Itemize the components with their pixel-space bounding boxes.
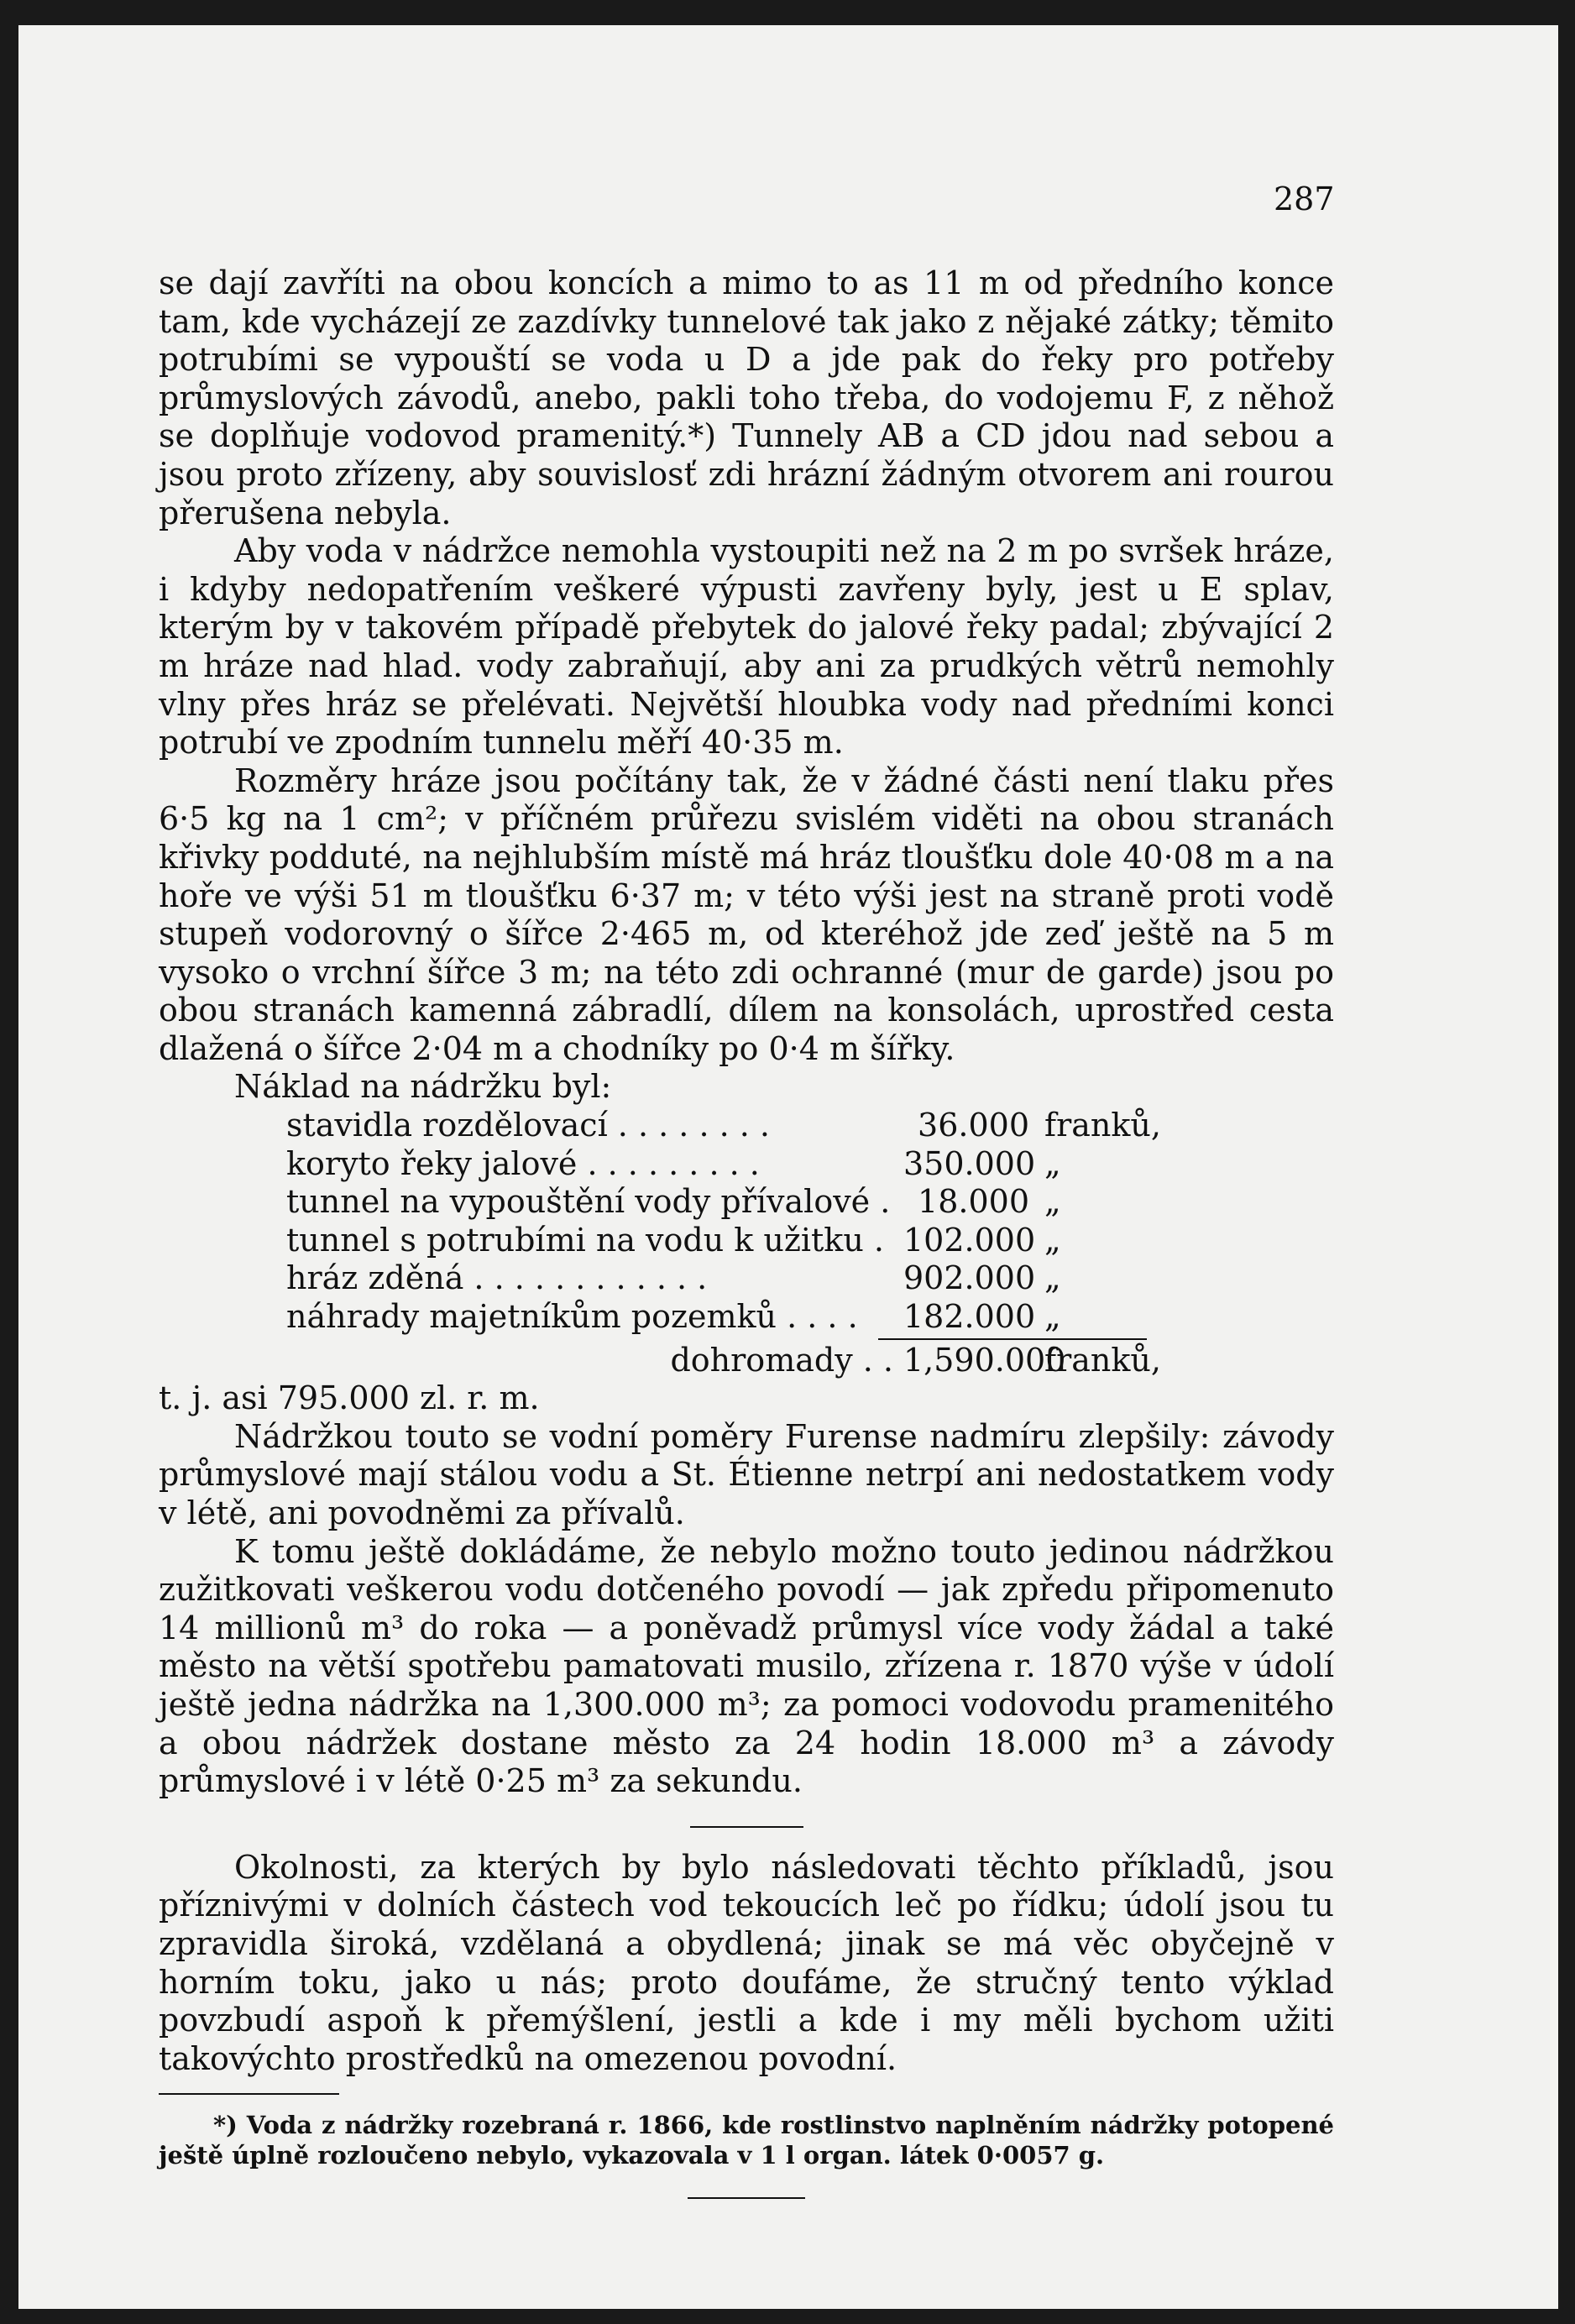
cost-unit: „ (1044, 1259, 1061, 1297)
cost-row (286, 1145, 1336, 1184)
book-page (18, 25, 1558, 2309)
cost-unit: „ (1044, 1144, 1061, 1182)
cost-row (286, 1222, 1336, 1260)
cost-label: tunnel na vypouštění vody přívalové . (286, 1183, 891, 1221)
page-number: 287 (1274, 181, 1335, 217)
end-rule (688, 2197, 805, 2199)
total-amount: 1,590.000 (903, 1341, 1066, 1379)
cost-row (286, 1107, 1336, 1145)
cost-amount: 102.000 (903, 1221, 1036, 1259)
ledger-intro: Náklad na nádržku byl: (234, 1068, 612, 1106)
paragraph: K tomu ještě dokládáme, že nebylo možno touto jedinou nádržkou zužitkovati veškerou vodu dotčeného povodí — jak zpředu připomenuto 14 millionů m³ do roka — a poněvadž průmysl více vody žádal a také město na větší spotřebu pamatovati musilo, zřízena r. 1870 výše v údolí ještě jedna nádržka na 1,300.000 m³; za pomoci vodovodu pramenitého a obou nádržek dostane město za 24 hodin 18.000 m³ a závody průmyslové i v létě 0·25 m³ za sekundu. (159, 1532, 1334, 1800)
cost-row (286, 1259, 1336, 1298)
paragraph: Okolnosti, za kterých by bylo následovati těchto příkladů, jsou příznivými v dolních částech vod tekoucích leč po řídku; údolí jsou tu zpravidla široká, vzdělaná a obydlená; jinak se má věc obyčejně v horním toku, jako u nás; proto doufáme, že stručný tento výklad povzbudí aspoň k přemýšlení, jestli a kde i my měli bychom užiti takovýchto prostředků na omezenou povodní. (159, 1848, 1334, 2077)
cost-label: náhrady majetníkům pozemků . . . . (286, 1298, 858, 1336)
cost-amount: 902.000 (903, 1259, 1036, 1297)
cost-label: koryto řeky jalové . . . . . . . . . (286, 1144, 760, 1182)
cost-unit: franků, (1044, 1107, 1161, 1144)
sum-rule (878, 1338, 1147, 1340)
cost-label: stavidla rozdělovací . . . . . . . . (286, 1107, 770, 1144)
section-divider (690, 1826, 803, 1828)
cost-label: hráz zděná . . . . . . . . . . . . (286, 1259, 708, 1297)
cost-row (286, 1298, 1336, 1337)
cost-amount: 350.000 (903, 1144, 1036, 1182)
paragraph: se dají zavříti na obou koncích a mimo to as 11 m od předního konce tam, kde vycházejí ze zazdívky tunnelové tak jako z nějaké zátky; těmito potrubími se vypouští se voda u D a jde pak do řeky pro potřeby průmyslových závodů, anebo, pakli toho třeba, do vodojemu F, z něhož se doplňuje vodovod pramenitý.*) Tunnely AB a CD jdou nad sebou a jsou proto zřízeny, aby souvislosť zdi hrázní žádným otvorem ani rourou přerušena nebyla. (159, 264, 1334, 531)
cost-unit: „ (1044, 1183, 1061, 1221)
footnote-rule (159, 2093, 339, 2095)
paragraph: Rozměry hráze jsou počítány tak, že v žádné části není tlaku přes 6·5 kg na 1 cm²; v příčném průřezu svislém viděti na obou stranách křivky podduté, na nejhlubším místě má hráz tloušťku dole 40·08 m a na hoře ve výši 51 m tloušťku 6·37 m; v této výši jest na straně proti vodě stupeň vodorovný o šířce 2·465 m, od kteréhož jde zeď ještě na 5 m vysoko o vrchní šířce 3 m; na této zdi ochranné (mur de garde) jsou po obou stranách kamenná zábradlí, dílem na konsolách, uprostřed cesta dlažená o šířce 2·04 m a chodníky po 0·4 m šířky. (159, 762, 1334, 1067)
cost-label: tunnel s potrubími na vodu k užitku . (286, 1221, 884, 1259)
conversion-note: t. j. asi 795.000 zl. r. m. (159, 1379, 540, 1417)
cost-amount: 182.000 (903, 1298, 1036, 1336)
cost-row (286, 1183, 1336, 1222)
paragraph: Nádržkou touto se vodní poměry Furense nadmíru zlepšily: závody průmyslové mají stálou vodu a St. Étienne netrpí ani nedostatkem vody v létě, ani povodněmi za přívalů. (159, 1417, 1334, 1531)
cost-unit: „ (1044, 1221, 1061, 1259)
total-label: dohromady . . (670, 1341, 893, 1379)
page-body (159, 264, 1334, 2199)
cost-table (286, 1107, 1336, 1379)
cost-unit: „ (1044, 1298, 1061, 1336)
paragraph: Aby voda v nádržce nemohla vystoupiti než na 2 m po svršek hráze, i kdyby nedopatřením veškeré výpusti zavřeny byly, jest u E splav, kterým by v takovém případě přebytek do jalové řeky padal; zbývající 2 m hráze nad hlad. vody zabraňují, aby ani za prudkých větrů nemohly vlny přes hráz se přelévati. Největší hloubka vody nad předními konci potrubí ve zpodním tunnelu měří 40·35 m. (159, 532, 1334, 762)
cost-amount: 18.000 (918, 1183, 1029, 1221)
cost-total-row (286, 1342, 1336, 1380)
total-unit: franků, (1044, 1341, 1161, 1379)
footnote: *) Voda z nádržky rozebraná r. 1866, kde rostlinstvo naplněním nádržky potopené ještě úplně rozloučeno nebylo, vykazovala v 1 l organ. látek 0·0057 g. (159, 2111, 1334, 2170)
cost-amount: 36.000 (918, 1107, 1029, 1144)
